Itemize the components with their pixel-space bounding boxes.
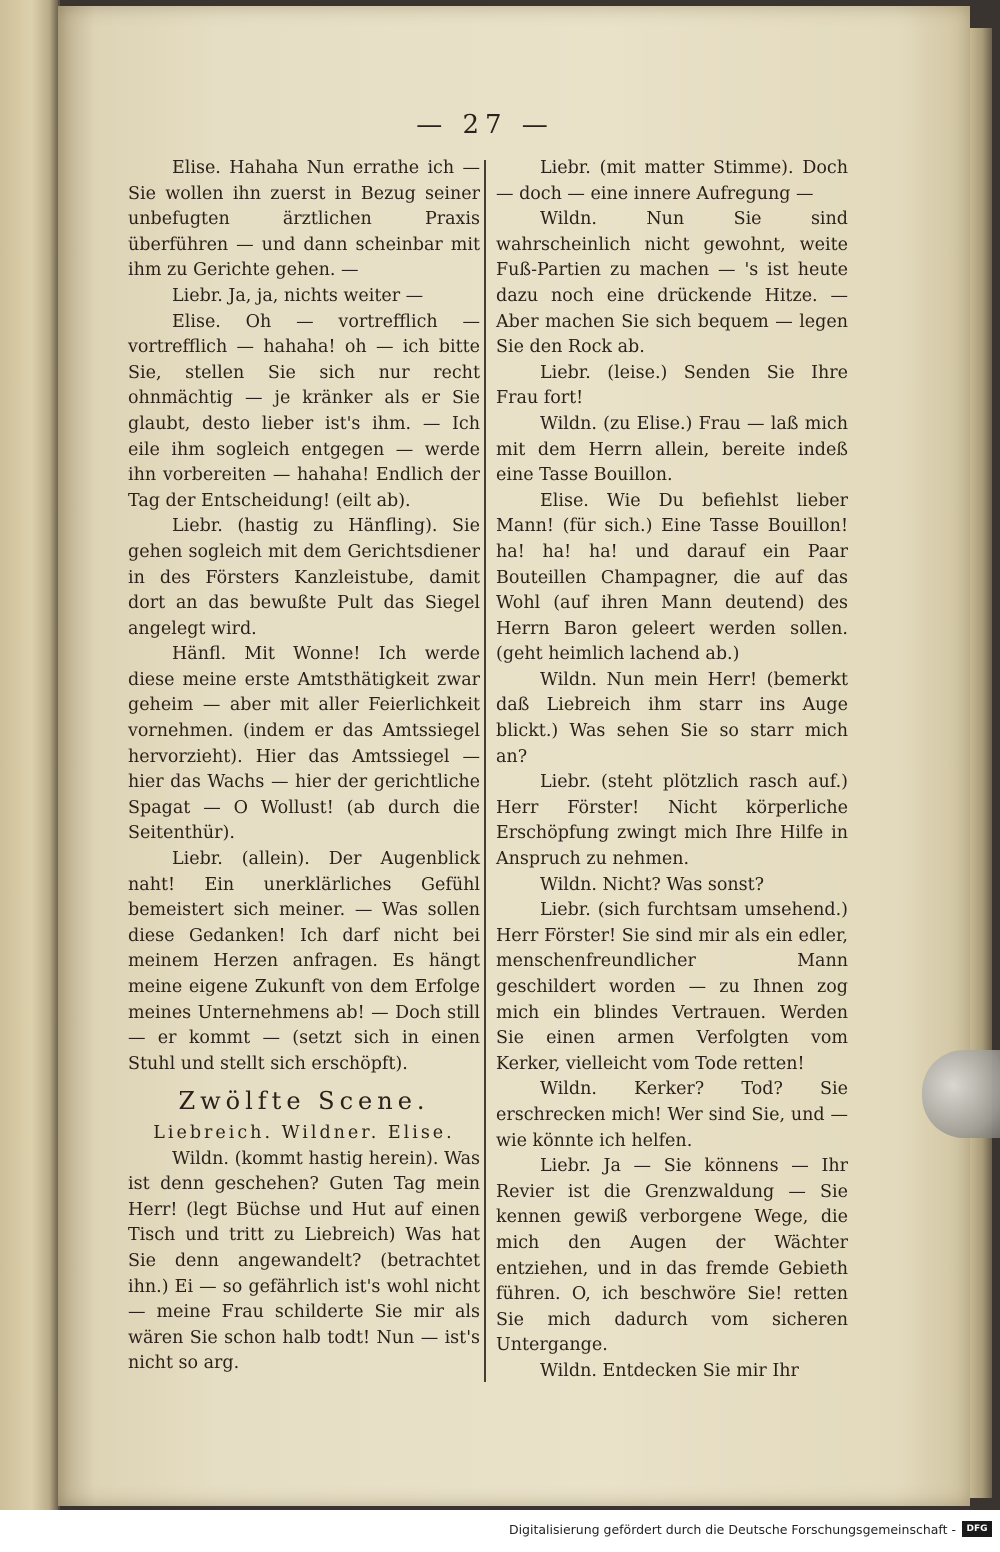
paragraph: Wildn. Nun mein Herr! (bemerkt daß Liebreich ihm starr ins Auge blickt.) Was sehen Sie so starr mich an? [496,669,848,767]
page-clip-tab [922,1050,1000,1138]
paragraph: Wildn. Entdecken Sie mir Ihr [540,1360,799,1381]
paragraph: Liebr. (mit matter Stimme). Doch — doch — eine innere Aufregung — [496,158,848,204]
right-text-column [496,156,848,1385]
footer-bar [0,1510,1000,1552]
paragraph: Liebr. (leise.) Senden Sie Ihre Frau fort! [496,362,848,409]
paragraph: Wildn. (kommt hastig herein). Was ist denn geschehen? Guten Tag mein Herr! (legt Büchse und Hut auf einen Tisch und tritt zu Liebreich) Was hat Sie denn angewandelt? (betrachtet ihn.) Ei — so gefährlich ist's wohl nicht — meine Frau schilderte Sie mir als wären Sie schon halb todt! Nun — ist's nicht so arg. [128,1148,480,1374]
paragraph: Liebr. (sich furchtsam umsehend.) Herr Förster! Sie sind mir als ein edler, menschenfreundlicher Mann geschildert worden — zu Ihnen zog mich ein blindes Vertrauen. Werden Sie einen armen Verfolgten vom Kerker, vielleicht vom Tode retten! [496,900,848,1074]
scene-cast: Liebreich. Wildner. Elise. [153,1122,455,1143]
paragraph: Liebr. Ja, ja, nichts weiter — [172,285,424,306]
paragraph: Elise. Oh — vortrefflich — vortrefflich — hahaha! oh — ich bitte Sie, stellen Sie sich nur recht ohnmächtig — je kränker als er Sie glaubt, desto lieber ist's ihm. — Ich eile ihm sogleich entgegen — werde ihn vorbereiten — hahaha! Endlich der Tag der Entscheidung! (eilt ab). [128,311,480,511]
paragraph: Liebr. (hastig zu Hänfling). Sie gehen sogleich mit dem Gerichtsdiener in des Försters Kanzleistube, damit dort an das bewußte Pult das Siegel angelegt wird. [128,516,480,639]
paragraph: Hänfl. Mit Wonne! Ich werde diese meine erste Amtsthätigkeit zwar geheim — aber mit aller Feierlichkeit vornehmen. (indem er das Amtssiegel hervorzieht). Hier das Amtssiegel — hier das Wachs — hier der gerichtliche Spagat — O Wollust! (ab durch die Seitenthür). [128,644,480,844]
paragraph: Liebr. (steht plötzlich rasch auf.) Herr Förster! Nicht körperliche Erschöpfung zwingt mich Ihre Hilfe in Anspruch zu nehmen. [496,772,848,870]
left-page-edge [0,0,60,1510]
column-divider [484,160,486,1382]
scene-title: Zwölfte Scene. [178,1087,430,1116]
paragraph: Elise. Wie Du befiehlst lieber Mann! (für sich.) Eine Tasse Bouillon! ha! ha! ha! und darauf ein Paar Bouteillen Champagner, die auf das Wohl (auf ihren Mann deutend) des Herrn Baron geleert werden sollen. (geht heimlich lachend ab.) [496,490,848,665]
right-page-edge [968,28,992,1498]
paragraph: Wildn. Nicht? Was sonst? [540,874,765,895]
paragraph: Elise. Hahaha Nun errathe ich — Sie wollen ihn zuerst in Bezug seiner unbefugten ärztlichen Praxis überführen — und dann scheinbar mit ihm zu Gerichte gehen. — [128,158,480,281]
left-text-column [128,156,480,1377]
paragraph: Wildn. Nun Sie sind wahrscheinlich nicht gewohnt, weite Fuß-Partien zu machen — 's ist heute dazu noch eine drückende Hitze. — Aber machen Sie sich bequem — legen Sie den Rock ab. [496,209,848,358]
paragraph: Wildn. (zu Elise.) Frau — laß mich mit dem Herrn allein, bereite indeß eine Tasse Bouillon. [496,413,848,486]
paragraph: Wildn. Kerker? Tod? Sie erschrecken mich! Wer sind Sie, und — wie könnte ich helfen. [496,1079,848,1151]
dfg-logo: DFG [962,1521,992,1537]
paragraph: Liebr. Ja — Sie könnens — Ihr Revier ist die Grenzwaldung — Sie kennen gewiß verborgene Wege, die mich den Augen der Wächter entziehen, und in das fremde Gebieth führen. O, ich beschwöre Sie! retten Sie mich dadurch vom sicheren Untergange. [496,1156,848,1356]
footer-credit: Digitalisierung gefördert durch die Deutsche Forschungsgemeinschaft - [508,1522,956,1537]
page-number: — 27 — [416,110,554,140]
paragraph: Liebr. (allein). Der Augenblick naht! Ein unerklärliches Gefühl bemeistert sich meiner. — Was sollen diese Gedanken! Ich darf nicht bei meinem Herzen anfragen. Es hängt meine eigene Zukunft von dem Erfolge meines Unternehmens ab! — Doch still — er kommt — (setzt sich in einen Stuhl und stellt sich erschöpft). [128,849,480,1074]
